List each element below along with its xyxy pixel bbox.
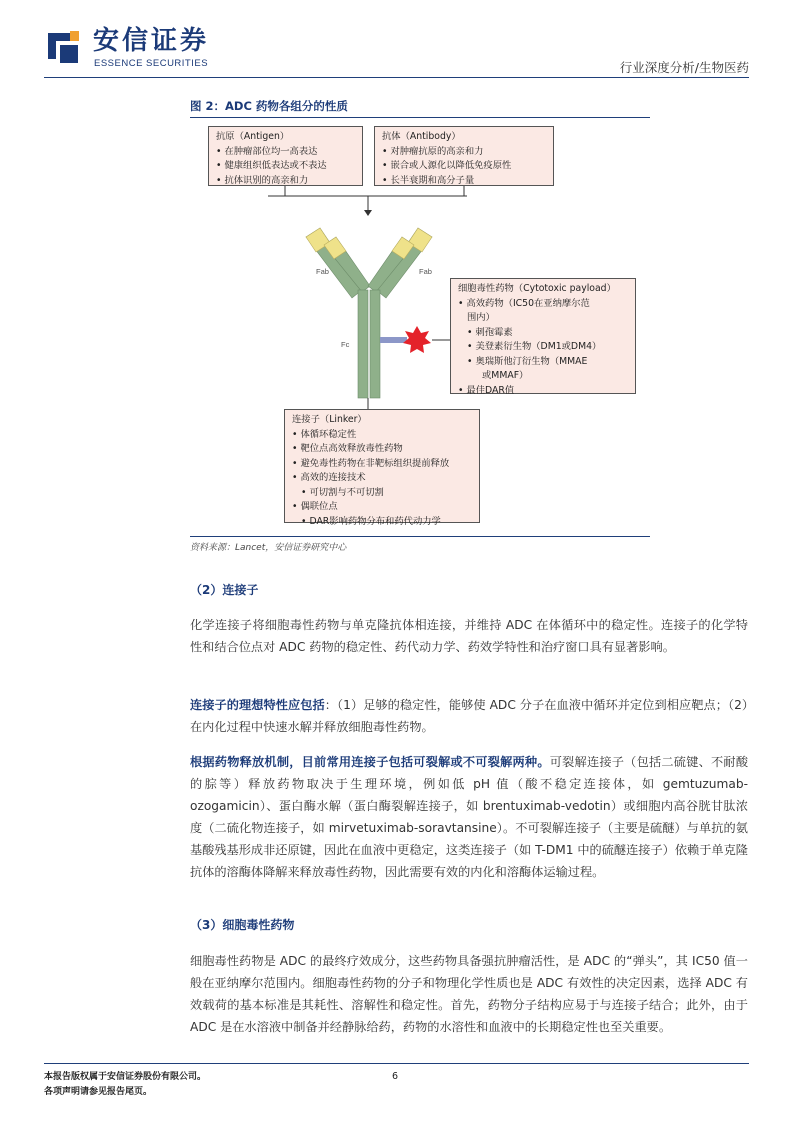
linker-title: 连接子（Linker）: [292, 414, 367, 425]
linker-bar-icon: [380, 337, 407, 343]
payload-box: [450, 278, 636, 394]
paragraph-lead: 根据药物释放机制，目前常用连接子包括可裂解或不可裂解两种。: [190, 755, 550, 769]
fab-right-label: Fab: [419, 267, 432, 276]
payload-item-cont: 围内）: [467, 312, 495, 323]
paragraph: [190, 751, 748, 883]
paragraph-lead: 连接子的理想特性应包括: [190, 698, 325, 712]
top-arrow-head: [364, 210, 372, 216]
payload-item: • 最佳DAR值: [458, 384, 628, 399]
linker-item: • 避免毒性药物在非靶标组织提前释放: [292, 457, 472, 472]
payload-title: 细胞毒性药物（Cytotoxic payload）: [458, 283, 616, 294]
paragraph: [190, 694, 748, 738]
payload-star-icon: [403, 326, 431, 353]
linker-item: • 体循环稳定性: [292, 428, 472, 443]
linker-item: • 靶位点高效释放毒性药物: [292, 442, 472, 457]
section-heading-linker: （2）连接子: [190, 583, 259, 597]
fc-label: Fc: [341, 340, 350, 349]
antigen-item: • 健康组织低表达或不表达: [216, 159, 355, 174]
paragraph-body: 可裂解连接子（包括二硫键、不耐酸的腙等）释放药物取决于生理环境，例如低 pH 值（酸不稳定连接体，如 gemtuzumab-ozogamicin）、蛋白酶水解（蛋白酶裂解连接子，如 brentuximab-vedotin）或细胞内高谷胱甘肽浓度（二硫化物连接子，如 mirvetuximab-soravtansine）。不可裂解连接子（主要是硫醚）与单抗的氨基酸残基形成非还原键，因此在血液中更稳定，这类连接子（如 T-DM1 中的硫醚连接子）依赖于单克隆抗体的溶酶体降解来释放毒性药物，因此需要有效的内化和溶酶体运输过程。: [190, 755, 749, 879]
linker-item: • 偶联位点: [292, 500, 472, 515]
linker-subitem: • DAR影响药物分布和药代动力学: [292, 515, 472, 530]
section-heading-payload: （3）细胞毒性药物: [190, 918, 295, 932]
page-number: 6: [392, 1071, 399, 1082]
antibody-item: • 长半衰期和高分子量: [382, 174, 546, 189]
paragraph: 化学连接子将细胞毒性药物与单克隆抗体相连接，并维持 ADC 在体循环中的稳定性。连接子的化学特性和结合位点对 ADC 药物的稳定性、药代动力学、药效学特性和治疗窗口具有显著影响。: [190, 618, 748, 654]
antibody-icon: [306, 228, 432, 398]
payload-subitem-cont: 或MMAF）: [482, 370, 529, 381]
source-divider: [190, 536, 650, 537]
antigen-box: [208, 126, 363, 186]
paragraph-body: ：（1）足够的稳定性，能够使 ADC 分子在血液中循环并定位到相应靶点；（2）在内化过程中快速水解并释放细胞毒性药物。: [190, 698, 749, 734]
brand-name-en: ESSENCE SECURITIES: [94, 58, 209, 69]
paragraph: 细胞毒性药物是 ADC 的最终疗效成分，这些药物具备强抗肿瘤活性，是 ADC 的“弹头”，其 IC50 值一般在亚纳摩尔范围内。细胞毒性药物的分子和物理化学性质也是 ADC 有效性的决定因素，选择 ADC 有效载荷的基本标准是其耗性、溶解性和稳定性。首先，药物分子结构应易于与连接子结合；此外，由于 ADC 是在水溶液中制备并经静脉给药，药物的水溶性和血液中的长期稳定性也至关重要。: [190, 954, 748, 1034]
figure-title: 图 2：ADC 药物各组分的性质: [190, 99, 348, 113]
brand-name-cn: 安信证券: [93, 26, 210, 56]
report-type: 行业深度分析/生物医药: [619, 60, 749, 75]
antibody-item: • 对肿瘤抗原的高亲和力: [382, 145, 546, 160]
payload-subitem: • 刺孢霉素: [458, 326, 628, 341]
antigen-item: • 抗体识别的高亲和力: [216, 174, 355, 189]
footer-divider: [44, 1063, 749, 1064]
antigen-item: • 在肿瘤部位均一高表达: [216, 145, 355, 160]
payload-subitem: • 奥瑞斯他汀衍生物（MMAE: [458, 355, 628, 370]
linker-subitem: • 可切割与不可切割: [292, 486, 472, 501]
payload-subitem: • 美登素衍生物（DM1或DM4）: [458, 340, 628, 355]
payload-item: • 高效药物（IC50在亚纳摩尔范: [458, 297, 628, 312]
footer-copyright: 本报告版权属于安信证券股份有限公司。: [44, 1072, 207, 1082]
figure-source: 资料来源：Lancet，安信证券研究中心: [190, 543, 347, 553]
fab-left-label: Fab: [316, 267, 329, 276]
antibody-title: 抗体（Antibody）: [382, 131, 461, 142]
footer-disclaimer: 各项声明请参见报告尾页。: [44, 1087, 153, 1097]
antibody-box: [374, 126, 554, 186]
linker-box: [284, 409, 480, 527]
linker-item: • 高效的连接技术: [292, 471, 472, 486]
antigen-title: 抗原（Antigen）: [216, 131, 290, 142]
antibody-item: • 嵌合或人源化以降低免疫原性: [382, 159, 546, 174]
